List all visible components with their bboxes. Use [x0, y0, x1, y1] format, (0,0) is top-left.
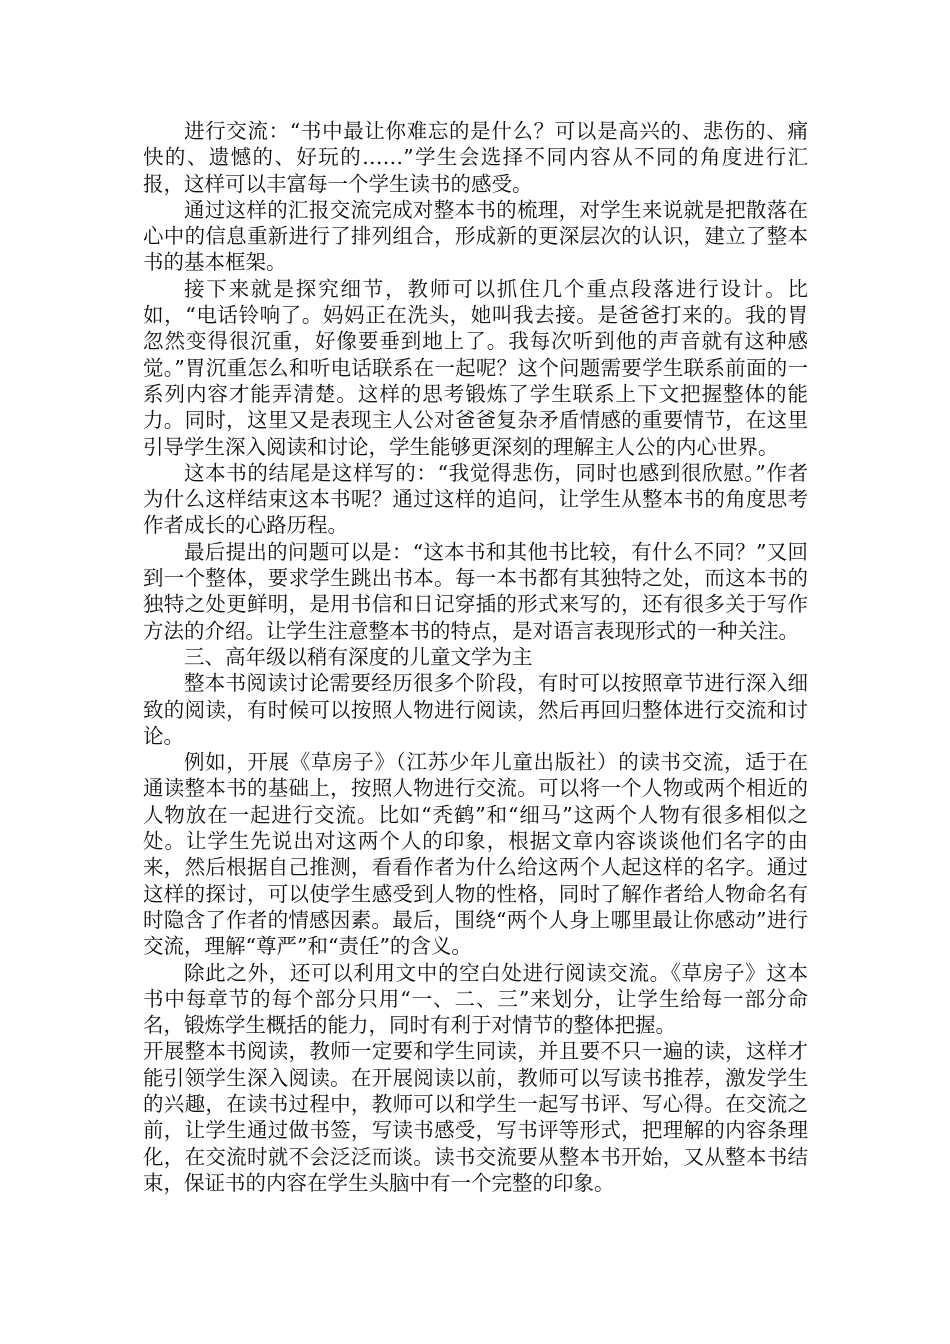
paragraph-discussion-prompt: 进行交流：“书中最让你难忘的是什么？可以是高兴的、悲伤的、痛快的、遗憾的、好玩的……”学生会选择不同内容从不同的角度进行汇报，这样可以丰富每一个学生读书的感受。 — [143, 119, 808, 196]
document-body — [143, 118, 808, 1196]
paragraph-blank-spaces: 除此之外，还可以利用文中的空白处进行阅读交流。《草房子》这本书中每章节的每个部分只用“一、二、三”来划分，让学生给每一部分命名，锻炼学生概括的能力，同时有利于对情节的整体把握。 — [143, 960, 808, 1038]
paragraph-book-ending: 这本书的结尾是这样写的：“我觉得悲伤，同时也感到很欣慰。”作者为什么这样结束这本书呢？通过这样的追问，让学生从整本书的角度思考作者成长的心路历程。 — [143, 460, 808, 538]
paragraph-final-question: 最后提出的问题可以是：“这本书和其他书比较，有什么不同？”又回到一个整体，要求学生跳出书本。每一本书都有其独特之处，而这本书的独特之处更鲜明，是用书信和日记穿插的形式来写的，还有很多关于写作方法的介绍。让学生注意整本书的特点，是对语言表现形式的一种关注。 — [143, 539, 808, 643]
section-heading-senior-grades: 三、高年级以稍有深度的儿童文学为主 — [184, 644, 533, 669]
paragraph-report-summary: 通过这样的汇报交流完成对整本书的梳理，对学生来说就是把散落在心中的信息重新进行了排列组合，形成新的更深层次的认识，建立了整本书的基本框架。 — [143, 197, 808, 275]
paragraph-reading-stages: 整本书阅读讨论需要经历很多个阶段，有时可以按照章节进行深入细致的阅读，有时候可以按照人物进行阅读，然后再回归整体进行交流和讨论。 — [143, 671, 808, 748]
paragraph-example-grass-house: 例如，开展《草房子》（江苏少年儿童出版社）的读书交流，适于在通读整本书的基础上，按照人物进行交流。可以将一个人物或两个相近的人物放在一起进行交流。比如“秃鹤”和“细马”这两个人物有很多相似之处。让学生先说出对这两个人的印象，根据文章内容谈谈他们名字的由来，然后根据自己推测，看看作者为什么给这两个人起这样的名字。通过这样的探讨，可以使学生感受到人物的性格，同时了解作者给人物命名有时隐含了作者的情感因素。最后，围绕“两个人身上哪里最让你感动”进行交流，理解“尊严”和“责任”的含义。 — [143, 750, 808, 959]
paragraph-explore-details: 接下来就是探究细节，教师可以抓住几个重点段落进行设计。比如，“电话铃响了。妈妈正在洗头，她叫我去接。是爸爸打来的。我的胃忽然变得很沉重，好像要垂到地上了。我每次听到他的声音就有这种感觉。”胃沉重怎么和听电话联系在一起呢？这个问题需要学生联系前面的一系列内容才能弄清楚。这样的思考锻炼了学生联系上下文把握整体的能力。同时，这里又是表现主人公对爸爸复杂矛盾情感的重要情节，在这里引导学生深入阅读和讨论，学生能够更深刻的理解主人公的内心世界。 — [143, 276, 808, 459]
paragraph-conclusion: 开展整本书阅读，教师一定要和学生同读，并且要不只一遍的读，这样才能引领学生深入阅读。在开展阅读以前，教师可以写读书推荐，激发学生的兴趣，在读书过程中，教师可以和学生一起写书评、写心得。在交流之前，让学生通过做书签，写读书感受，写书评等形式，把理解的内容条理化，在交流时就不会泛泛而谈。读书交流要从整本书开始，又从整本书结束，保证书的内容在学生头脑中有一个完整的印象。 — [143, 1039, 808, 1195]
